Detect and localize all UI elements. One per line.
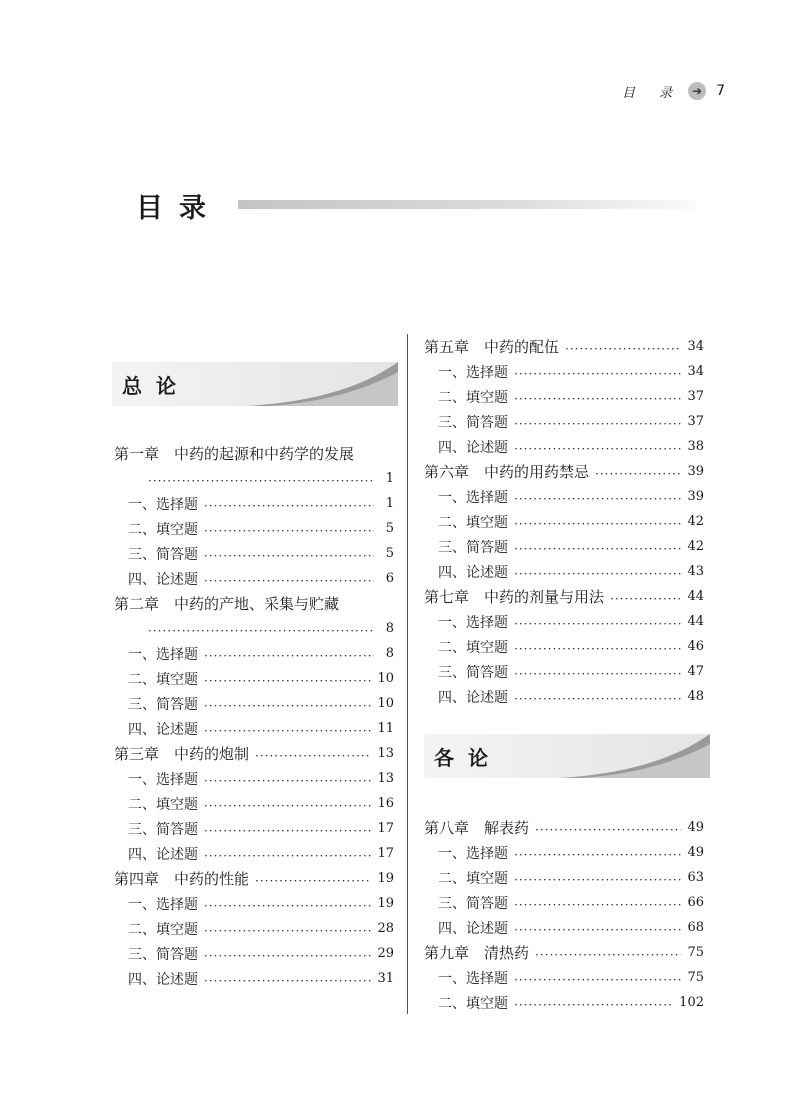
toc-entry-title: 一、选择题: [128, 646, 198, 663]
dot-leader: [514, 667, 681, 681]
toc-entry-title: 四、论述题: [438, 689, 508, 706]
toc-page-number: 19: [377, 871, 394, 886]
dot-leader: [204, 549, 374, 563]
dot-leader: [514, 642, 681, 656]
dot-leader: [148, 474, 374, 488]
toc-section-entry[interactable]: [424, 890, 704, 915]
toc-page-number: 8: [385, 621, 394, 636]
toc-page-number: 28: [377, 921, 394, 936]
dot-leader: [514, 973, 681, 987]
toc-entry-title: 二、填空题: [128, 521, 198, 538]
toc-entry-title: 四、论述题: [438, 439, 508, 456]
toc-section-entry[interactable]: [424, 990, 704, 1015]
toc-entry-title: 一、选择题: [128, 496, 198, 513]
toc-page-number: 10: [377, 671, 394, 686]
toc-entry-title: 二、填空题: [128, 671, 198, 688]
toc-continuation[interactable]: [114, 466, 394, 491]
toc-chapter-entry[interactable]: [424, 459, 704, 484]
part-label: 总论: [122, 374, 190, 398]
column-divider: [407, 334, 408, 1014]
toc-entry-title: 一、选择题: [438, 970, 508, 987]
toc-chapter-entry[interactable]: [424, 940, 704, 965]
toc-entry-title: 三、简答题: [438, 664, 508, 681]
toc-entry-title: 三、简答题: [128, 821, 198, 838]
toc-entry-title: 二、填空题: [438, 870, 508, 887]
toc-page-number: 37: [687, 414, 704, 429]
toc-entry-title: 三、简答题: [128, 946, 198, 963]
toc-page-number: 37: [687, 389, 704, 404]
dot-leader: [535, 948, 681, 962]
dot-leader: [514, 392, 681, 406]
toc-page-number: 49: [687, 845, 704, 860]
running-head: [580, 80, 725, 102]
toc-entry-title: 三、简答题: [438, 895, 508, 912]
toc-entry-title: 第六章 中药的用药禁忌: [424, 463, 590, 481]
page-number: 7: [716, 83, 725, 99]
toc-section-entry[interactable]: [424, 559, 704, 584]
toc-entry-title: 三、简答题: [128, 546, 198, 563]
toc-entry-title: 二、填空题: [438, 639, 508, 656]
toc-page-number: 10: [377, 696, 394, 711]
dot-leader: [204, 974, 371, 988]
toc-entry-title: 二、填空题: [128, 796, 198, 813]
toc-entry-title: 二、填空题: [438, 389, 508, 406]
dot-leader: [514, 873, 681, 887]
toc-left-column: [114, 441, 394, 991]
toc-page-number: 5: [385, 546, 394, 561]
toc-entry-title: 一、选择题: [128, 896, 198, 913]
toc-continuation[interactable]: [114, 616, 394, 641]
toc-page-number: 49: [687, 820, 704, 835]
dot-leader: [204, 499, 374, 513]
dot-leader: [514, 567, 681, 581]
toc-page-number: 63: [687, 870, 704, 885]
toc-page-number: 1: [385, 496, 394, 511]
toc-chapter-entry[interactable]: [424, 584, 704, 609]
toc-entry-title: 第五章 中药的配伍: [424, 338, 560, 356]
toc-section-entry[interactable]: [114, 941, 394, 966]
banner-swoosh-icon: [560, 734, 710, 778]
toc-section-entry[interactable]: [114, 541, 394, 566]
toc-section-entry[interactable]: [424, 484, 704, 509]
toc-page-number: 34: [687, 339, 704, 354]
toc-page-number: 75: [687, 970, 704, 985]
dot-leader: [255, 874, 371, 888]
dot-leader: [514, 848, 681, 862]
toc-entry-title: 四、论述题: [128, 571, 198, 588]
toc-page-number: 39: [687, 464, 704, 479]
dot-leader: [204, 674, 371, 688]
toc-entry-title: 二、填空题: [438, 514, 508, 531]
toc-entry-title: 第八章 解表药: [424, 819, 530, 837]
dot-leader: [204, 774, 371, 788]
toc-section-entry[interactable]: [424, 865, 704, 890]
dot-leader: [204, 799, 371, 813]
dot-leader: [514, 442, 681, 456]
toc-section-entry[interactable]: [424, 534, 704, 559]
toc-section-entry[interactable]: [114, 766, 394, 791]
toc-entry-title: 一、选择题: [438, 845, 508, 862]
toc-section-entry[interactable]: [114, 641, 394, 666]
toc-section-entry[interactable]: [424, 609, 704, 634]
toc-page-number: 6: [385, 571, 394, 586]
toc-section-entry[interactable]: [114, 791, 394, 816]
dot-leader: [204, 899, 371, 913]
toc-section-entry[interactable]: [114, 516, 394, 541]
toc-section-entry[interactable]: [424, 915, 704, 940]
toc-section-entry[interactable]: [424, 634, 704, 659]
toc-section-entry[interactable]: [114, 491, 394, 516]
toc-section-entry[interactable]: [114, 566, 394, 591]
dot-leader: [514, 417, 681, 431]
part-banner-general: [112, 362, 398, 406]
dot-leader: [565, 342, 681, 356]
toc-section-entry[interactable]: [424, 359, 704, 384]
toc-entry-title: 二、填空题: [128, 921, 198, 938]
part-label: 各论: [434, 746, 502, 770]
toc-chapter-entry[interactable]: [424, 334, 704, 359]
dot-leader: [204, 849, 371, 863]
dot-leader: [514, 367, 681, 381]
toc-page-number: 47: [687, 664, 704, 679]
toc-page-number: 42: [687, 539, 704, 554]
toc-page-number: 17: [377, 846, 394, 861]
toc-entry-title: 第二章 中药的产地、采集与贮藏: [114, 595, 340, 613]
dot-leader: [204, 924, 371, 938]
toc-page-number: 43: [687, 564, 704, 579]
toc-page-number: 13: [377, 746, 394, 761]
dot-leader: [514, 517, 681, 531]
toc-entry-title: 第四章 中药的性能: [114, 870, 250, 888]
toc-page-number: 38: [687, 439, 704, 454]
toc-page-number: 102: [679, 995, 704, 1010]
dot-leader: [148, 624, 374, 638]
toc-section-entry[interactable]: [424, 384, 704, 409]
toc-section-entry[interactable]: [114, 891, 394, 916]
title-rule: [238, 200, 696, 209]
toc-section-entry[interactable]: [424, 509, 704, 534]
toc-page-number: 11: [377, 721, 394, 736]
dot-leader: [255, 749, 371, 763]
dot-leader: [204, 724, 371, 738]
toc-entry-title: 四、论述题: [438, 564, 508, 581]
dot-leader: [204, 524, 374, 538]
toc-section-entry[interactable]: [424, 965, 704, 990]
toc-section-entry[interactable]: [424, 434, 704, 459]
toc-section-entry[interactable]: [114, 966, 394, 991]
toc-entry-title: 第一章 中药的起源和中药学的发展: [114, 445, 355, 463]
toc-chapter-entry[interactable]: [114, 866, 394, 891]
dot-leader: [204, 699, 371, 713]
toc-entry-title: 四、论述题: [128, 971, 198, 988]
toc-right-column-top: [424, 334, 704, 709]
toc-chapter-entry[interactable]: [114, 591, 394, 616]
dot-leader: [595, 467, 681, 481]
toc-entry-title: 二、填空题: [438, 995, 508, 1012]
toc-page-number: 46: [687, 639, 704, 654]
toc-page-number: 29: [377, 946, 394, 961]
toc-page-number: 39: [687, 489, 704, 504]
toc-page-number: 66: [687, 895, 704, 910]
dot-leader: [514, 617, 681, 631]
dot-leader: [514, 898, 681, 912]
dot-leader: [535, 823, 681, 837]
toc-page-number: 68: [687, 920, 704, 935]
toc-section-entry[interactable]: [114, 816, 394, 841]
toc-entry-title: 三、简答题: [438, 414, 508, 431]
toc-page-number: 16: [377, 796, 394, 811]
dot-leader: [204, 949, 371, 963]
toc-page-number: 31: [377, 971, 394, 986]
page-title: 目录: [136, 193, 222, 224]
toc-entry-title: 第三章 中药的炮制: [114, 745, 250, 763]
toc-page-number: 8: [385, 646, 394, 661]
banner-swoosh-icon: [248, 362, 398, 406]
toc-entry-title: 一、选择题: [128, 771, 198, 788]
toc-section-entry[interactable]: [114, 691, 394, 716]
toc-page-number: 48: [687, 689, 704, 704]
toc-entry-title: 四、论述题: [128, 721, 198, 738]
dot-leader: [514, 998, 673, 1012]
dot-leader: [514, 542, 681, 556]
toc-section-entry[interactable]: [114, 841, 394, 866]
toc-entry-title: 三、简答题: [438, 539, 508, 556]
toc-section-entry[interactable]: [424, 684, 704, 709]
dot-leader: [514, 692, 681, 706]
toc-chapter-entry[interactable]: [424, 815, 704, 840]
toc-section-entry[interactable]: [114, 666, 394, 691]
toc-page-number: 44: [687, 614, 704, 629]
toc-entry-title: 四、论述题: [438, 920, 508, 937]
toc-entry-title: 四、论述题: [128, 846, 198, 863]
toc-chapter-entry[interactable]: [114, 441, 394, 466]
dot-leader: [204, 649, 374, 663]
toc-page-number: 44: [687, 589, 704, 604]
toc-right-column-bottom: [424, 815, 704, 1015]
toc-section-entry[interactable]: [424, 840, 704, 865]
running-head-title: 目 录: [621, 85, 683, 101]
toc-chapter-entry[interactable]: [114, 741, 394, 766]
toc-page-number: 19: [377, 896, 394, 911]
toc-page-number: 13: [377, 771, 394, 786]
part-banner-specific: [424, 734, 710, 778]
toc-entry-title: 一、选择题: [438, 614, 508, 631]
toc-page-number: 42: [687, 514, 704, 529]
toc-entry-title: 一、选择题: [438, 364, 508, 381]
dot-leader: [204, 574, 374, 588]
toc-page-number: 17: [377, 821, 394, 836]
dot-leader: [514, 923, 681, 937]
arrow-right-icon: ➔: [688, 82, 706, 100]
toc-section-entry[interactable]: [114, 716, 394, 741]
toc-section-entry[interactable]: [424, 409, 704, 434]
toc-entry-title: 三、简答题: [128, 696, 198, 713]
toc-entry-title: 第七章 中药的剂量与用法: [424, 588, 605, 606]
toc-page-number: 1: [385, 471, 394, 486]
toc-page-number: 5: [385, 521, 394, 536]
toc-page-number: 75: [687, 945, 704, 960]
toc-section-entry[interactable]: [114, 916, 394, 941]
toc-section-entry[interactable]: [424, 659, 704, 684]
dot-leader: [514, 492, 681, 506]
toc-page-number: 34: [687, 364, 704, 379]
dot-leader: [610, 592, 681, 606]
toc-entry-title: 第九章 清热药: [424, 944, 530, 962]
toc-entry-title: 一、选择题: [438, 489, 508, 506]
dot-leader: [204, 824, 371, 838]
